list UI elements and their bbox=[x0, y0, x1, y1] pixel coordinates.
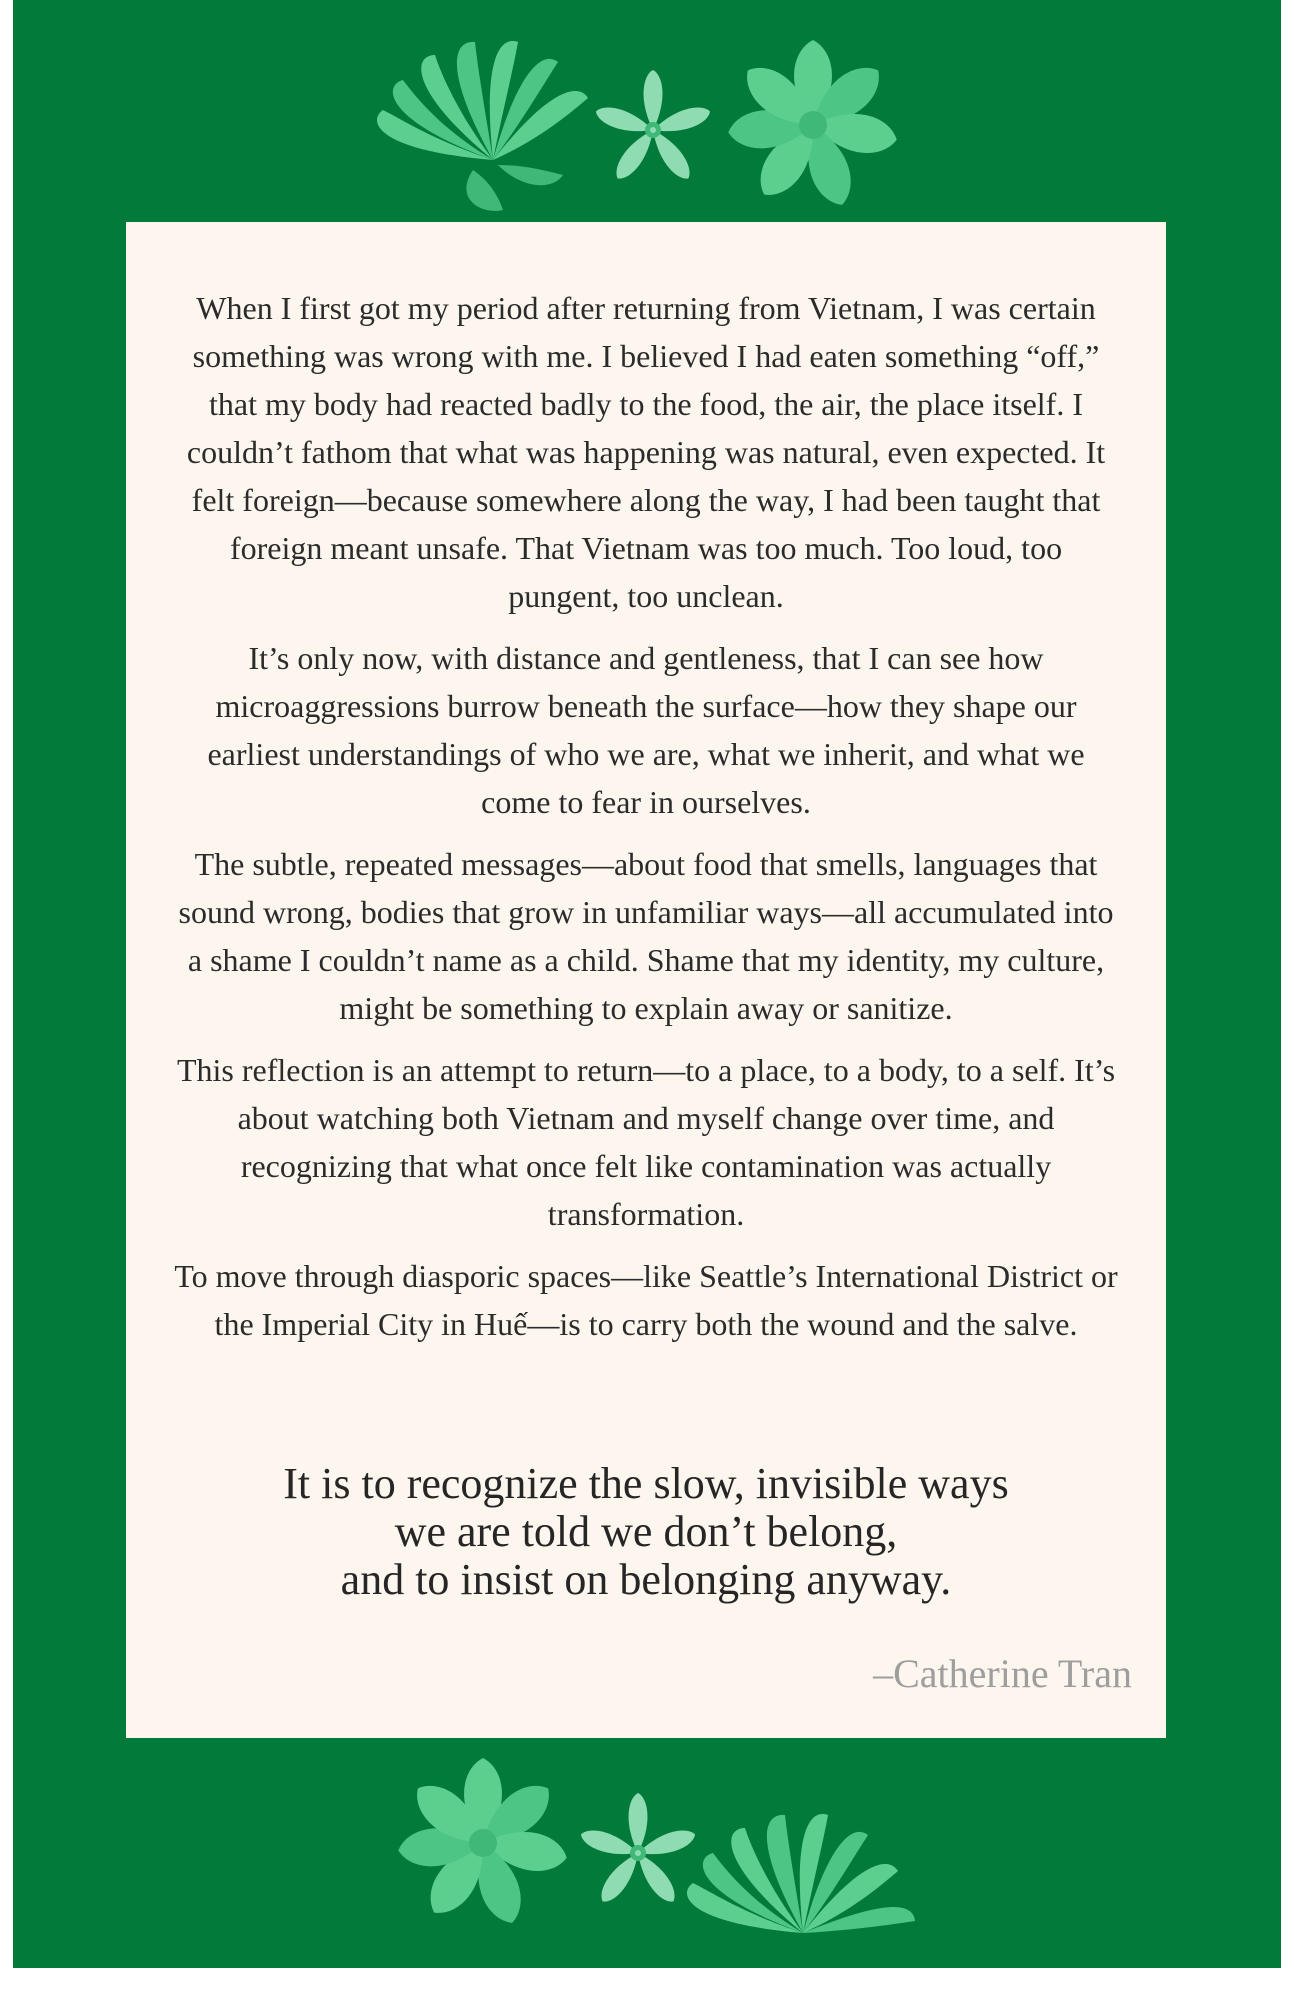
quote-line: It is to recognize the slow, invisible ways bbox=[283, 1459, 1009, 1508]
essay-paragraph: This reflection is an attempt to return—to a place, to a body, to a self. It’s about watching both Vietnam and myself change over time, and recognizing that what once felt like contamination was actually transformation. bbox=[176, 1052, 1116, 1232]
poster-background bbox=[13, 0, 1281, 1968]
chrysanthemum-icon bbox=[377, 41, 588, 211]
quote-line: and to insist on belonging anyway. bbox=[340, 1555, 952, 1604]
closing-quote bbox=[174, 1460, 1118, 1604]
essay-paragraph: When I first got my period after returning from Vietnam, I was certain something was wrong with me. I believed I had eaten something “off,” that my body had reacted badly to the food, the air, the place itself. I couldn’t fathom that what was happening was natural, even expected. It felt foreign—because somewhere along the way, I had been taught that foreign meant unsafe. That Vietnam was too much. Too loud, too pungent, too unclean. bbox=[186, 290, 1106, 614]
leaf-rosette-icon bbox=[727, 40, 900, 211]
essay-paragraph: It’s only now, with distance and gentleness, that I can see how microaggressions burrow beneath the surface—how they shape our earliest understandings of who we are, what we inherit, and what we come to fear in ourselves. bbox=[207, 640, 1085, 820]
text-card bbox=[126, 222, 1166, 1738]
essay-paragraph: The subtle, repeated messages—about food that smells, languages that sound wrong, bodies that grow in unfamiliar ways—all accumulated into a shame I couldn’t name as a child. Shame that my identity, my culture, might be something to explain away or sanitize. bbox=[178, 846, 1114, 1026]
bottom-leaf-flower-cluster-icon bbox=[13, 1738, 1281, 1968]
author-signature: –Catherine Tran bbox=[873, 1651, 1132, 1696]
chrysanthemum-icon bbox=[687, 1814, 915, 1933]
star-flower-icon bbox=[578, 1793, 698, 1907]
quote-line: we are told we don’t belong, bbox=[394, 1507, 898, 1556]
essay-paragraph: To move through diasporic spaces—like Seattle’s International District or the Imperial City in Huế—is to carry both the wound and the salve. bbox=[174, 1258, 1118, 1342]
top-leaf-flower-cluster-icon bbox=[13, 0, 1281, 222]
essay-body bbox=[174, 284, 1118, 1362]
star-flower-icon bbox=[593, 70, 713, 184]
leaf-rosette-icon bbox=[397, 1758, 570, 1929]
